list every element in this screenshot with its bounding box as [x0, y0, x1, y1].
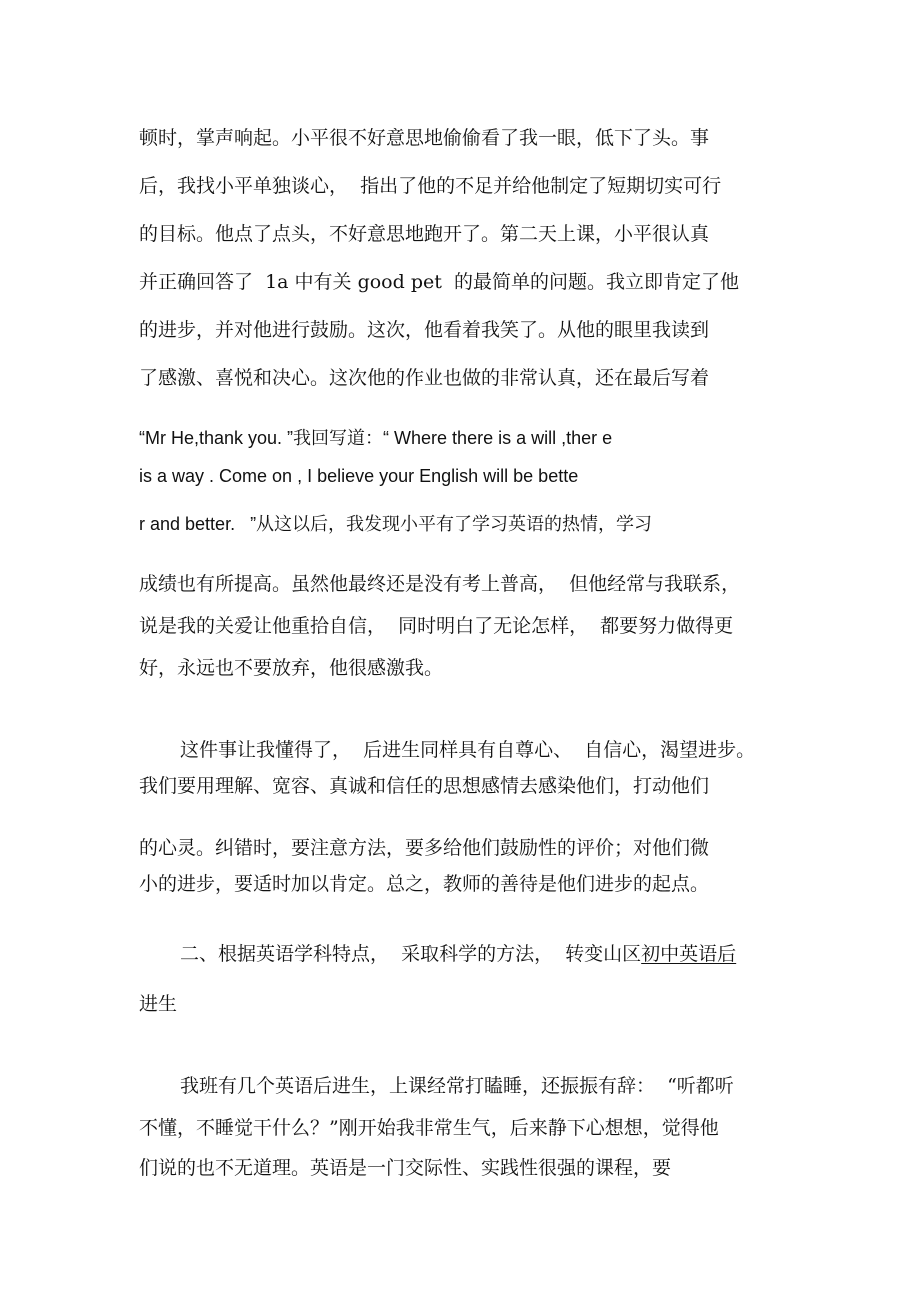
paragraph-line: 的心灵。纠错时，要注意方法，要多给他们鼓励性的评价；对他们微 [139, 837, 710, 859]
paragraph-line: 的目标。他点了点头，不好意思地跑开了。第二天上课，小平很认真 [139, 223, 710, 245]
paragraph-line-english: is a way . Come on , I believe your English will be bette [139, 466, 579, 486]
section-heading-text: 二、根据英语学科特点， 采取科学的方法， 转变山区 [180, 943, 642, 965]
paragraph-line-indented: 这件事让我懂得了， 后进生同样具有自尊心、 自信心，渴望进步。 [180, 739, 756, 761]
paragraph-line-english: r and better. ”从这以后，我发现小平有了学习英语的热情，学习 [139, 514, 653, 534]
paragraph-line: 了感激、喜悦和决心。这次他的作业也做的非常认真，还在最后写着 [139, 367, 710, 389]
paragraph-line: 好，永远也不要放弃，他很感激我。 [139, 657, 444, 679]
section-heading-underlined: 初中英语后 [641, 943, 737, 965]
paragraph-line-indented: 我班有几个英语后进生，上课经常打瞌睡，还振振有辞： “听都听 [180, 1075, 734, 1097]
paragraph-line: 顿时，掌声响起。小平很不好意思地偷偷看了我一眼，低下了头。事 [139, 127, 710, 149]
paragraph-line: 我们要用理解、宽容、真诚和信任的思想感情去感染他们，打动他们 [139, 775, 710, 797]
paragraph-line: 们说的也不无道理。英语是一门交际性、实践性很强的课程，要 [139, 1157, 672, 1179]
paragraph-line: 说是我的关爱让他重拾自信， 同时明白了无论怎样， 都要努力做得更 [139, 615, 734, 637]
paragraph-line: 的进步，并对他进行鼓励。这次，他看着我笑了。从他的眼里我读到 [139, 319, 710, 341]
paragraph-line: 成绩也有所提高。虽然他最终还是没有考上普高， 但他经常与我联系， [139, 573, 741, 595]
paragraph-line: 不懂，不睡觉干什么？”刚开始我非常生气，后来静下心想想，觉得他 [139, 1117, 719, 1139]
section-heading-continuation: 进生 [139, 993, 178, 1015]
paragraph-line: 后，我找小平单独谈心， 指出了他的不足并给他制定了短期切实可行 [139, 175, 722, 197]
paragraph-line: 并正确回答了 1a 中有关 good pet 的最简单的问题。我立即肯定了他 [139, 271, 739, 293]
paragraph-line: 小的进步，要适时加以肯定。总之，教师的善待是他们进步的起点。 [139, 873, 710, 895]
section-heading [180, 942, 736, 966]
paragraph-line-english: “Mr He,thank you. ”我回写道：“ Where there is a will ,ther e [139, 428, 613, 448]
